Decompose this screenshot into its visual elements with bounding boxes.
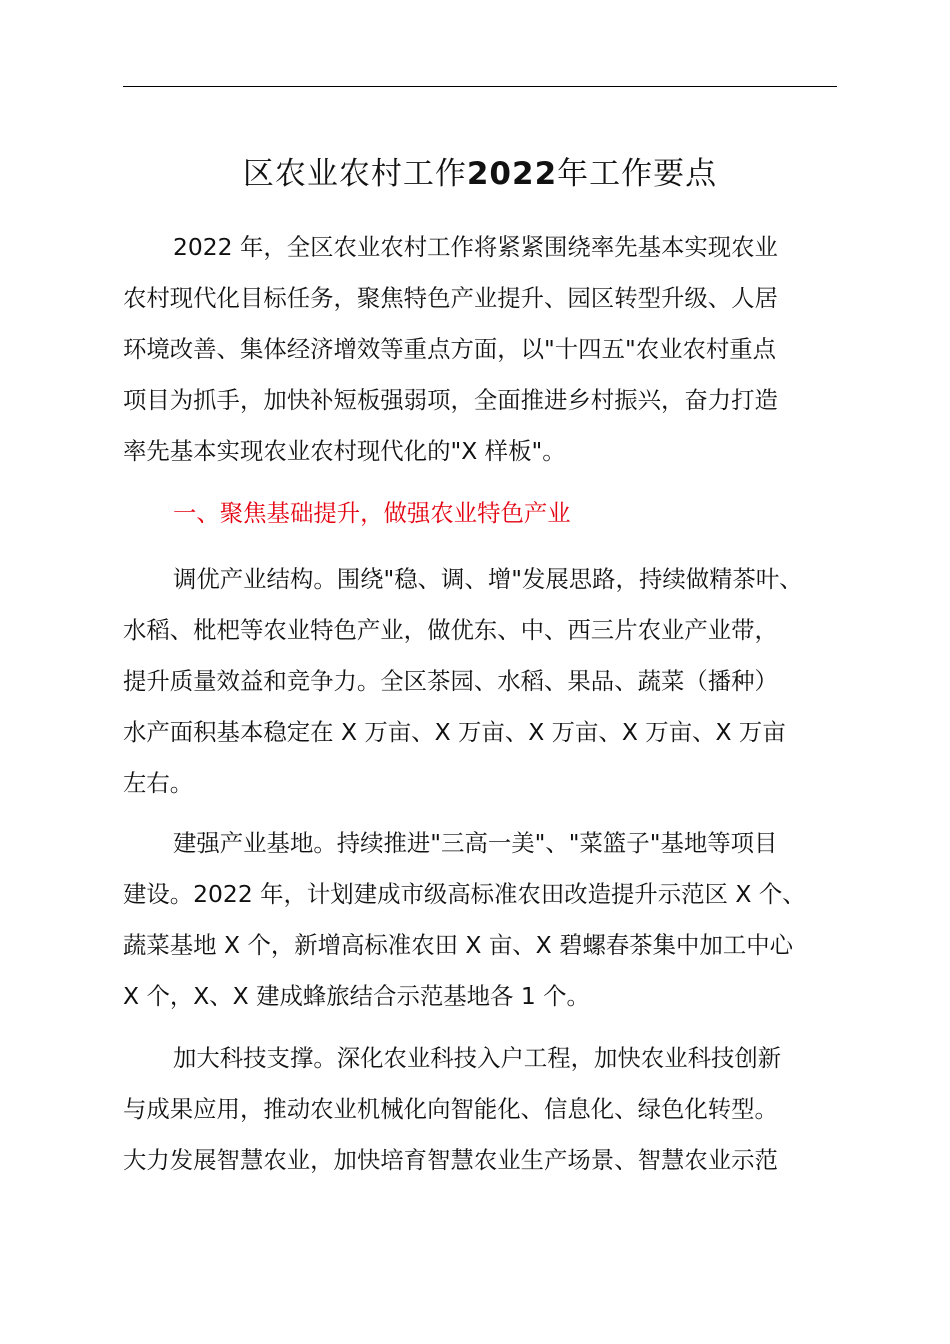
paragraph-line: 农村现代化目标任务，聚焦特色产业提升、园区转型升级、人居: [123, 284, 778, 312]
paragraph-line: 建设。2022 年，计划建成市级高标准农田改造提升示范区 X 个、: [123, 880, 806, 908]
document-title: [123, 150, 837, 198]
header-rule: [123, 86, 837, 87]
section-heading-1: [123, 488, 843, 539]
paragraph-line: 2022 年，全区农业农村工作将紧紧围绕率先基本实现农业: [173, 233, 778, 261]
paragraph-line: 与成果应用，推动农业机械化向智能化、信息化、绿色化转型。: [123, 1095, 778, 1123]
paragraph-line: 建强产业基地。持续推进"三高一美"、"菜篮子"基地等项目: [173, 829, 778, 857]
paragraph-line: X 个，X、X 建成蜂旅结合示范基地各 1 个。: [123, 982, 590, 1010]
paragraph-line: 加大科技支撑。深化农业科技入户工程，加快农业科技创新: [173, 1044, 782, 1072]
paragraph-industry-structure: [123, 554, 843, 809]
paragraph-line: 提升质量效益和竞争力。全区茶园、水稻、果品、蔬菜（播种）: [123, 667, 778, 695]
paragraph-industry-base: [123, 818, 843, 1022]
paragraph-line: 率先基本实现农业农村现代化的"X 样板"。: [123, 437, 566, 465]
paragraph-line: 蔬菜基地 X 个，新增高标准农田 X 亩、X 碧螺春茶集中加工中心: [123, 931, 794, 959]
paragraph-line: 环境改善、集体经济增效等重点方面，以"十四五"农业农村重点: [123, 335, 777, 363]
paragraph-line: 水稻、枇杷等农业特色产业，做优东、中、西三片农业产业带，: [123, 616, 778, 644]
paragraph-tech-support: [123, 1033, 843, 1186]
paragraph-line: 大力发展智慧农业，加快培育智慧农业生产场景、智慧农业示范: [123, 1146, 778, 1174]
paragraph-line: 左右。: [123, 769, 194, 797]
paragraph-line: 调优产业结构。围绕"稳、调、增"发展思路，持续做精茶叶、: [173, 565, 803, 593]
title-year: 2022: [466, 156, 558, 192]
paragraph-line: 水产面积基本稳定在 X 万亩、X 万亩、X 万亩、X 万亩、X 万亩: [123, 718, 786, 746]
title-prefix: 区农业农村工作: [242, 156, 467, 192]
paragraph-line: 项目为抓手，加快补短板强弱项，全面推进乡村振兴，奋力打造: [123, 386, 778, 414]
title-suffix: 年工作要点: [557, 156, 718, 192]
section-heading-text: 一、聚焦基础提升，做强农业特色产业: [173, 499, 571, 527]
intro-paragraph: [123, 222, 843, 477]
